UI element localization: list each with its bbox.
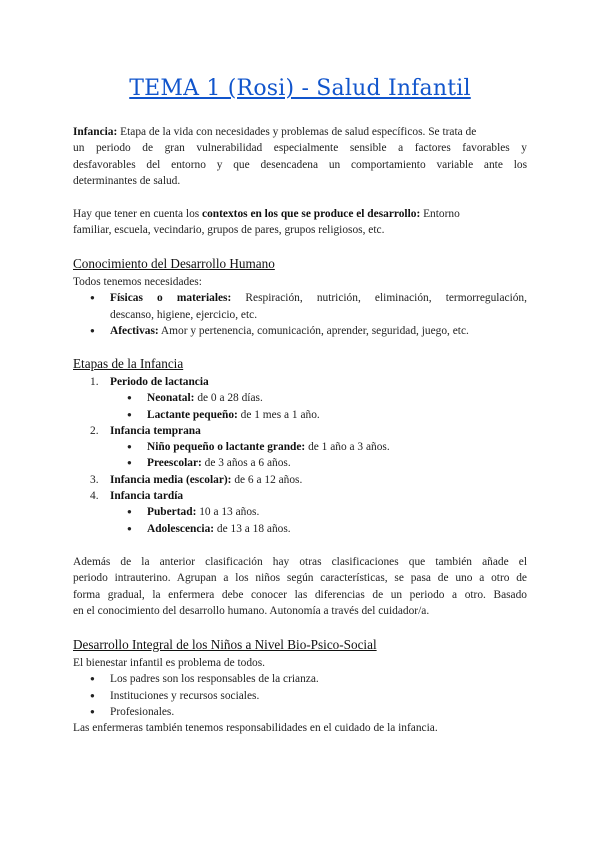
etapa-item: 1. Periodo de lactancia: [90, 376, 209, 388]
infancia-term: Infancia:: [73, 126, 118, 138]
infancia-line-3: desfavorables del entorno y que desencadena un comportamiento variable ante los: [73, 158, 527, 171]
sub-item: ● Pubertad: 10 a 13 años.: [127, 504, 527, 520]
sub-item: ● Neonatal: de 0 a 28 días.: [127, 390, 527, 406]
infancia-line-1: Infancia: Etapa de la vida con necesidades y problemas de salud específicos. Se trata de: [73, 126, 477, 138]
sub-item: ● Niño pequeño o lactante grande: de 1 año a 3 años.: [127, 439, 527, 455]
etapa-item: 4. Infancia tardía: [90, 490, 184, 503]
list-item: ● Instituciones y recursos sociales.: [90, 688, 527, 704]
page-title[interactable]: TEMA 1 (Rosi) - Salud Infantil: [129, 76, 471, 101]
integral-list: [90, 671, 527, 720]
list-item: ● Profesionales.: [90, 704, 527, 720]
heading-etapas: Etapas de la Infancia: [73, 356, 184, 371]
infancia-line-4: determinantes de salud.: [73, 174, 181, 187]
sub-item: ● Adolescencia: de 13 a 18 años.: [127, 521, 527, 537]
integral-section: [73, 655, 527, 736]
list-item: ● Los padres son los responsables de la crianza.: [90, 671, 527, 687]
contextos-paragraph: [73, 206, 527, 239]
conocimiento-intro: Todos tenemos necesidades:: [73, 276, 202, 288]
etapa-item: 3. Infancia media (escolar): de 6 a 12 años.: [90, 473, 303, 486]
heading-conocimiento: Conocimiento del Desarrollo Humano: [73, 256, 275, 271]
infancia-paragraph: [73, 124, 527, 189]
etapas-section: [73, 374, 527, 537]
contextos-line-2: familiar, escuela, vecindario, grupos de pares, grupos religiosos, etc.: [73, 224, 385, 237]
list-item: ● Afectivas: Amor y pertenencia, comunicación, aprender, seguridad, juego, etc.: [90, 323, 527, 339]
sub-item: ● Lactante pequeño: de 1 mes a 1 año.: [127, 407, 527, 423]
heading-integral: Desarrollo Integral de los Niños a Nivel Bio-Psico-Social: [73, 637, 377, 652]
contextos-line-1: Hay que tener en cuenta los contextos en los que se produce el desarrollo: Entorno: [73, 208, 460, 220]
infancia-line-2: un periodo de gran vulnerabilidad especialmente sensible a factores favorables y: [73, 142, 527, 155]
list-item: ● Físicas o materiales: Respiración, nutrición, eliminación, termorregulación, descanso, higiene, ejercicio, etc.: [90, 290, 527, 323]
ademas-paragraph: Además de la anterior clasificación hay otras clasificaciones que también añade el periodo intrauterino. Agrupan a los niños según características, se pasa de uno a otro de forma gradual, la enfermera debe conocer las diferencias de un periodo a otro. Basado en el conocimiento del desarrollo humano. Autonomía a través del cuidador/a.: [73, 556, 527, 617]
integral-outro: Las enfermeras también tenemos responsabilidades en el cuidado de la infancia.: [73, 722, 438, 735]
contextos-bold: contextos en los que se produce el desarrollo:: [202, 208, 421, 220]
etapa-item: 2. Infancia temprana: [90, 424, 201, 437]
integral-intro: El bienestar infantil es problema de todos.: [73, 657, 266, 669]
etapas-list: [90, 374, 527, 537]
sub-item: ● Preescolar: de 3 años a 6 años.: [127, 455, 527, 471]
conocimiento-section: [73, 274, 527, 339]
needs-list: [90, 290, 527, 339]
